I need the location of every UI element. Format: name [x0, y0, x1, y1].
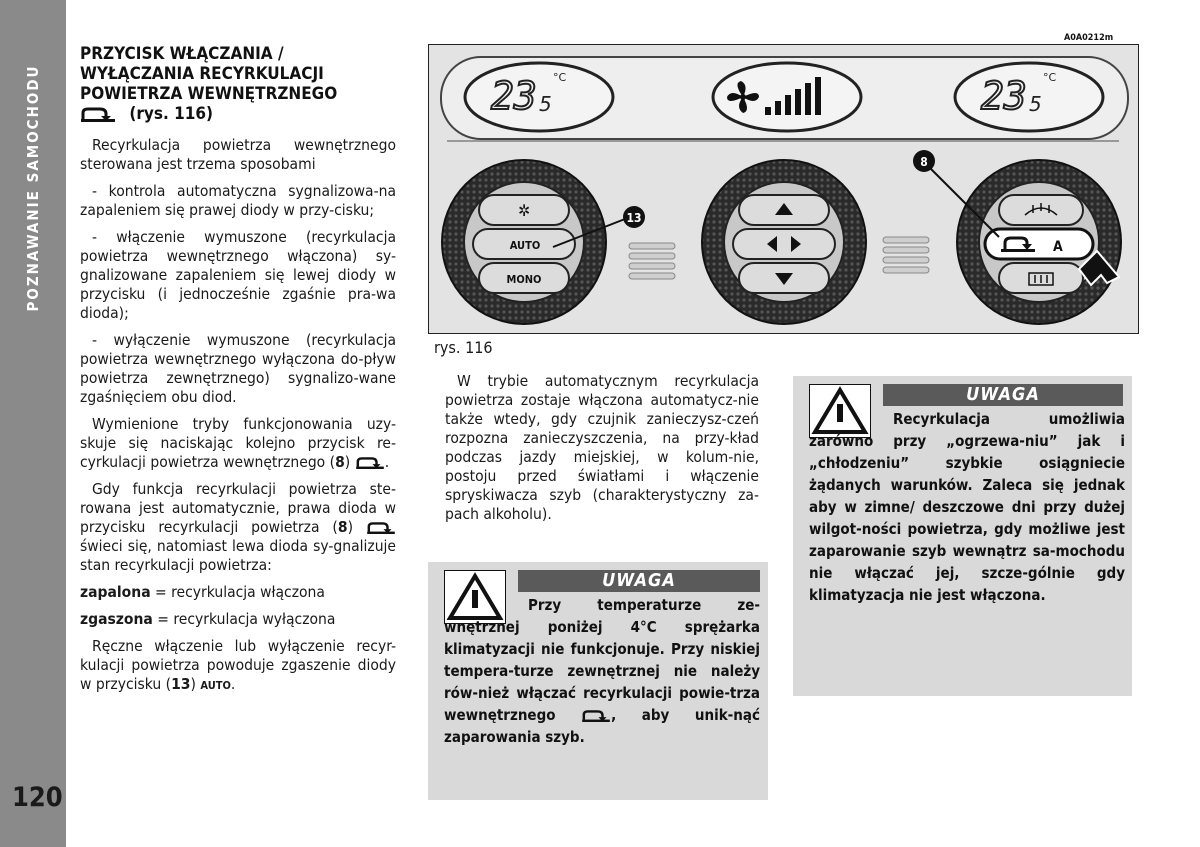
- svg-text:8: 8: [920, 155, 928, 169]
- paragraph-auto-diode: Gdy funkcja recyrkulacji powietrza ste-rowana jest automatycznie, prawa dioda w przycisku recyrkulacji powietrza (8) świeci się, natomiast lewa dioda sy-gnalizuje stan recyrkulacji powietrza:: [80, 480, 396, 574]
- paragraph-forced-on: - włączenie wymuszone (recyrkulacja powietrza wewnętrznego włączona) sy-gnalizowane zapaleniem się lewej diody w przycisku (i jednocześnie zgaśnie pra-wa dioda);: [80, 228, 396, 322]
- sidebar: [0, 0, 66, 847]
- figure-code: A0A0212m: [1064, 33, 1114, 43]
- paragraph-modes: Wymienione tryby funkcjonowania uzy-skuje się naciskając kolejno przycisk re-cyrkulacji powietrza wewnętrznego (8) .: [80, 415, 396, 471]
- climate-panel-figure: [428, 44, 1139, 334]
- paragraph-auto: - kontrola automatyczna sygnalizowa-na zapaleniem się prawej diody w przy-cisku;: [80, 182, 396, 219]
- left-column: [80, 44, 396, 703]
- climate-panel-illustration: [429, 45, 1140, 335]
- warning-title: UWAGA: [518, 570, 760, 592]
- svg-text:°C: °C: [553, 71, 567, 84]
- svg-text:A: A: [1053, 239, 1063, 255]
- warning-text: Przy temperaturze ze-wnętrznej poniżej 4°C sprężarka klimatyzacji nie funkcjonuje. Przy niskiej tempera-turze zewnętrznej nie należy rów-nież włączać recyrkulacji powie-trza wewnętrznego , aby unik-nąć zaparowania szyb.: [444, 596, 760, 746]
- sidebar-title: POZNAWANIE SAMOCHODU: [24, 64, 42, 312]
- definition-off: zgaszona = recyrkulacja wyłączona: [80, 610, 336, 628]
- air-distribution-knob[interactable]: [702, 160, 866, 324]
- middle-column: [445, 372, 759, 532]
- right-temperature-knob[interactable]: [957, 160, 1121, 324]
- paragraph-pollution-sensor: W trybie automatycznym recyrkulacja powietrza zostaje włączona automatycz-nie także wtedy, gdy czujnik zanieczysz-czeń rozpozna zanieczyszczenia, na przy-kład podczas jazdy miejskiej, w kolum-nie, postoju przed światłami i włączenie spryskiwacza szyb (charakterystyczny za-pach alkoholu).: [445, 372, 759, 523]
- recirculation-icon: [581, 709, 611, 722]
- right-temperature-display: [955, 63, 1103, 131]
- paragraph-forced-off: - wyłączenie wymuszone (recyrkulacja powietrza wewnętrznego wyłączona do-pływ powietrza zewnętrznego) sygnalizo-wane zgaśnięciem obu diod.: [80, 331, 396, 406]
- paragraph-manual: Ręczne włączenie lub wyłączenie recyr-kulacji powietrza powoduje zgaszenie diody w przycisku (13) AUTO.: [80, 637, 396, 693]
- svg-text:MONO: MONO: [506, 273, 542, 286]
- svg-text:AUTO: AUTO: [509, 239, 541, 252]
- fan-speed-display: [713, 63, 861, 131]
- warning-text: Recyrkulacja umożliwia zarówno przy „ogrzewa-niu” jak i „chłodzeniu” szybkie osiągniecie żądanych warunków. Zaleca się jednak aby w zimne/ deszczowe dni przy dużej wilgot-ności powietrza, gdy możliwe jest zaparowanie szyb wewnątrz sa-mochodu nie włączać jej, szcze-gólnie gdy klimatyzacja nie jest włączona.: [809, 410, 1125, 604]
- section-heading: PRZYCISK WŁĄCZANIA / WYŁĄCZANIA RECYRKULACJI POWIETRZA WEWNĘTRZNEGO (rys. 116): [80, 44, 338, 124]
- page-number: 120: [12, 782, 63, 813]
- recirculation-icon: [80, 106, 116, 122]
- warning-box-1: [428, 562, 768, 800]
- svg-text:°C: °C: [1043, 71, 1057, 84]
- recirculation-icon: [366, 521, 396, 534]
- recirculation-icon: [355, 456, 385, 469]
- svg-text:23: 23: [981, 74, 1027, 118]
- left-temperature-knob[interactable]: [442, 160, 606, 324]
- vent-grille-right: [883, 237, 929, 273]
- warning-box-2: [793, 376, 1132, 696]
- left-temperature-display: [465, 63, 613, 131]
- definition-on: zapalona = recyrkulacja włączona: [80, 583, 325, 601]
- paragraph-intro: Recyrkulacja powietrza wewnętrznego sterowana jest trzema sposobami: [80, 136, 396, 173]
- snowflake-icon: ✲: [517, 201, 531, 220]
- recirculation-button[interactable]: [985, 229, 1093, 259]
- svg-text:13: 13: [626, 211, 642, 225]
- figure-caption: rys. 116: [434, 338, 493, 357]
- vent-grille-left: [629, 243, 675, 279]
- warning-title: UWAGA: [883, 384, 1123, 406]
- svg-text:23: 23: [491, 74, 537, 118]
- svg-text:5: 5: [539, 92, 552, 116]
- svg-text:5: 5: [1029, 92, 1042, 116]
